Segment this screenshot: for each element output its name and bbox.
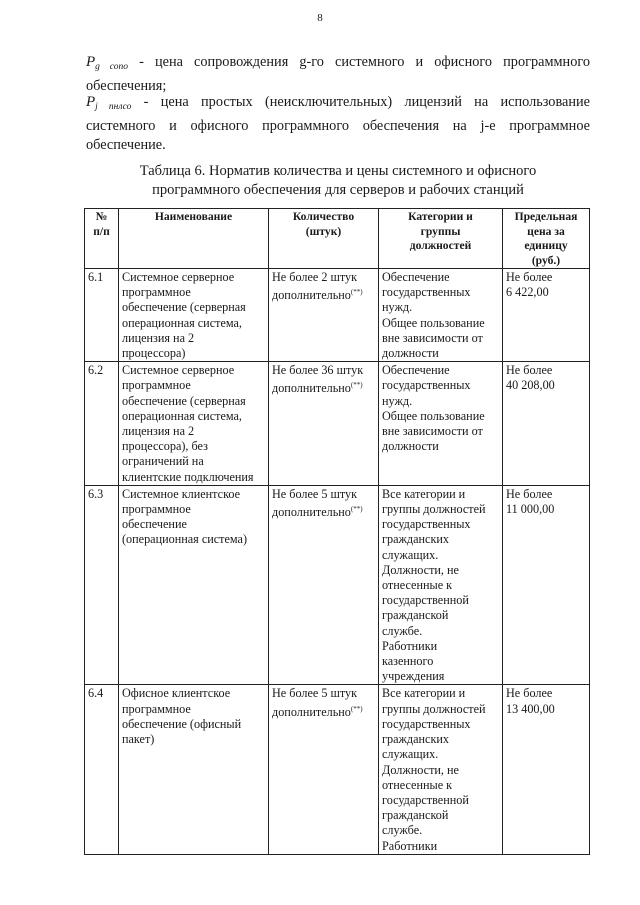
name-line: обеспечение (серверная — [122, 300, 246, 315]
name-line: (операционная система) — [122, 532, 248, 547]
name-line: процессора) — [122, 346, 186, 361]
footnote-mark: (**) — [350, 704, 363, 713]
name-line: операционная система, — [122, 408, 242, 423]
name-line: обеспечение (серверная — [122, 393, 246, 408]
quantity-text: дополнительно — [272, 288, 351, 303]
category-line: государственных — [382, 517, 471, 532]
name-line: Системное серверное — [122, 363, 235, 378]
price-line: 40 208,00 — [506, 378, 555, 393]
category-line: группы должностей — [382, 701, 486, 716]
row-name — [119, 685, 269, 854]
name-line: клиентские подключения — [122, 469, 254, 484]
definition-subscript: j пнлсо — [95, 102, 132, 112]
category-line: гражданских — [382, 732, 450, 747]
category-line: Обеспечение — [382, 363, 450, 378]
quantity-line — [272, 285, 375, 303]
row-price — [503, 485, 590, 685]
category-line: Общее пользование — [382, 408, 485, 423]
category-line: должности — [382, 346, 439, 361]
name-line: программное — [122, 502, 191, 517]
category-line: государственных — [382, 285, 471, 300]
name-line: программное — [122, 378, 191, 393]
definition-sopo — [86, 53, 590, 96]
header-quantity: Количество (штук) — [269, 209, 379, 269]
table-row — [85, 485, 590, 685]
category-line: служащих. — [382, 747, 439, 762]
name-line: операционная система, — [122, 315, 242, 330]
category-line: Работники — [382, 638, 438, 653]
quantity-line: Не более 5 штук — [272, 486, 358, 501]
category-line: Работники — [382, 838, 438, 853]
category-line: группы должностей — [382, 502, 486, 517]
quantity-line — [272, 502, 375, 520]
price-line: Не более — [506, 486, 553, 501]
header-categories: Категории и группы должностей — [379, 209, 503, 269]
row-number: 6.4 — [85, 685, 119, 854]
caption-line: Таблица 6. Норматив количества и цены системного и офисного — [139, 163, 537, 179]
header-name: Наименование — [119, 209, 269, 269]
definition-subscript: g сопо — [95, 62, 129, 72]
category-line: вне зависимости от — [382, 330, 483, 345]
category-line: государственной — [382, 792, 469, 807]
row-categories — [379, 685, 503, 854]
category-line: вне зависимости от — [382, 424, 483, 439]
price-line: Не более — [506, 363, 553, 378]
price-line: 6 422,00 — [506, 285, 549, 300]
quantity-text: дополнительно — [272, 704, 351, 719]
category-line: гражданской — [382, 608, 449, 623]
name-line: Системное серверное — [122, 270, 235, 284]
category-line: Должности, не — [382, 562, 459, 577]
price-line: Не более — [506, 686, 553, 701]
category-line: государственных — [382, 716, 471, 731]
name-line: программное — [122, 701, 191, 716]
category-line: государственных — [382, 378, 471, 393]
category-line: должности — [382, 439, 439, 454]
category-line: гражданских — [382, 532, 450, 547]
name-line: пакет) — [122, 732, 155, 747]
quantity-line — [272, 702, 375, 720]
row-categories — [379, 269, 503, 362]
category-line: Все категории и — [382, 686, 466, 701]
row-categories — [379, 362, 503, 486]
category-line: отнесенные к — [382, 578, 453, 593]
norms-table — [84, 208, 590, 855]
row-name — [119, 269, 269, 362]
table-header-row — [85, 209, 590, 269]
definition-symbol: P — [86, 54, 96, 70]
header-number: № п/п — [85, 209, 119, 269]
row-price — [503, 362, 590, 486]
table-row — [85, 685, 590, 854]
row-price — [503, 269, 590, 362]
row-number: 6.3 — [85, 485, 119, 685]
table-caption — [86, 162, 590, 200]
category-line: государственной — [382, 593, 469, 608]
name-line: программное — [122, 285, 191, 300]
name-line: Системное клиентское — [122, 486, 241, 501]
category-line: учреждения — [382, 669, 445, 684]
name-line: Офисное клиентское — [122, 686, 231, 701]
row-name — [119, 362, 269, 486]
table-row — [85, 269, 590, 362]
definition-symbol: P — [86, 94, 96, 110]
category-line: Все категории и — [382, 486, 466, 501]
category-line: отнесенные к — [382, 777, 453, 792]
footnote-mark: (**) — [350, 288, 363, 297]
row-quantity — [269, 685, 379, 854]
quantity-line — [272, 378, 375, 396]
row-price — [503, 685, 590, 854]
name-line: обеспечение — [122, 517, 187, 532]
table-row — [85, 362, 590, 486]
row-quantity — [269, 269, 379, 362]
name-line: лицензия на 2 — [122, 330, 195, 345]
footnote-mark: (**) — [350, 381, 363, 390]
row-categories — [379, 485, 503, 685]
name-line: ограничений на — [122, 454, 204, 469]
definition-pnlso — [86, 93, 590, 155]
page-number: 8 — [317, 12, 323, 24]
quantity-text: дополнительно — [272, 505, 351, 520]
price-line: Не более — [506, 270, 553, 284]
definition-text: - цена сопровождения g-го системного и офисного программного обеспечения; — [86, 54, 590, 94]
price-line: 13 400,00 — [506, 701, 555, 716]
name-line: обеспечение (офисный — [122, 716, 242, 731]
category-line: нужд. — [382, 393, 413, 408]
category-line: нужд. — [382, 300, 413, 315]
category-line: Обеспечение — [382, 270, 450, 284]
category-line: Должности, не — [382, 762, 459, 777]
definition-text: - цена простых (неисключительных) лицензий на использование системного и офисного программного обеспечения на j-е программное обеспечение. — [86, 94, 590, 153]
caption-line: программного обеспечения для серверов и рабочих станций — [152, 182, 524, 198]
row-quantity — [269, 485, 379, 685]
row-name — [119, 485, 269, 685]
quantity-text: дополнительно — [272, 381, 351, 396]
name-line: лицензия на 2 — [122, 424, 195, 439]
category-line: гражданской — [382, 808, 449, 823]
name-line: процессора), без — [122, 439, 208, 454]
category-line: службе. — [382, 823, 423, 838]
category-line: служащих. — [382, 547, 439, 562]
price-line: 11 000,00 — [506, 502, 555, 517]
footnote-mark: (**) — [350, 505, 363, 514]
category-line: службе. — [382, 623, 423, 638]
category-line: казенного — [382, 654, 434, 669]
quantity-line: Не более 36 штук — [272, 363, 364, 378]
row-number: 6.1 — [85, 269, 119, 362]
row-quantity — [269, 362, 379, 486]
quantity-line: Не более 2 штук — [272, 270, 358, 284]
header-price: Предельная цена за единицу (руб.) — [503, 209, 590, 269]
category-line: Общее пользование — [382, 315, 485, 330]
row-number: 6.2 — [85, 362, 119, 486]
quantity-line: Не более 5 штук — [272, 686, 358, 701]
